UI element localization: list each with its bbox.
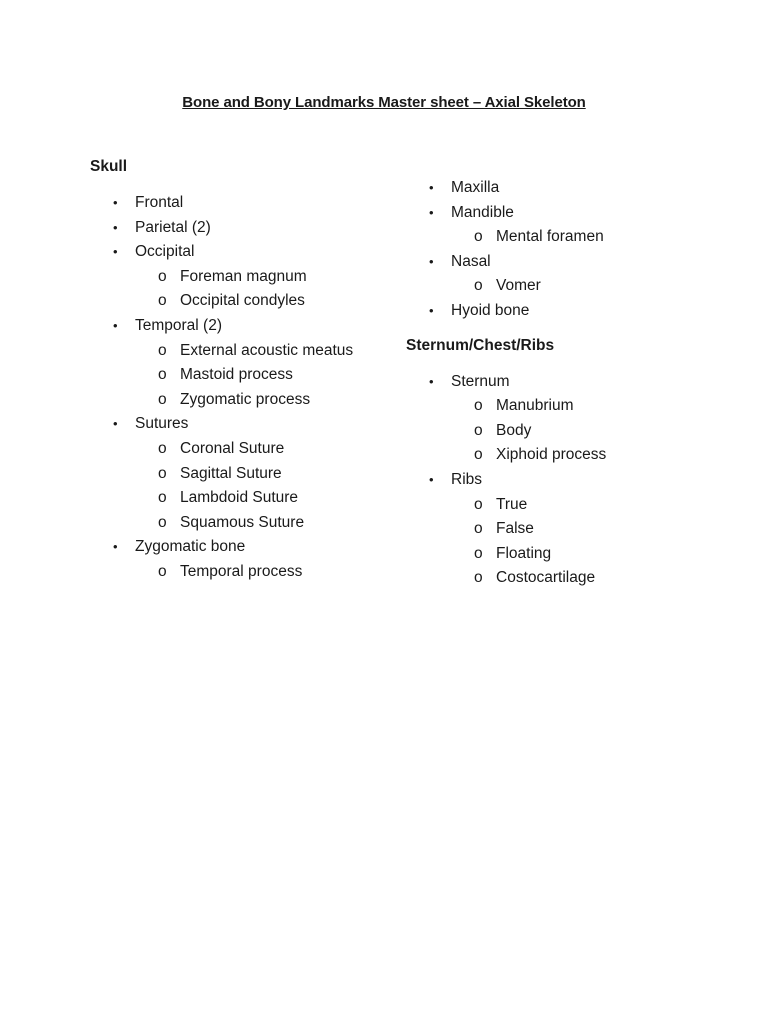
hollow-bullet-icon: o (474, 446, 483, 464)
hollow-bullet-icon: o (158, 562, 167, 580)
sub-list-item-label: Occipital condyles (180, 292, 305, 310)
list-item (406, 299, 736, 324)
sub-list (451, 394, 736, 468)
sub-list-item (135, 560, 390, 585)
sub-list-item-label: Body (496, 421, 532, 439)
bullet-icon: • (113, 195, 118, 210)
sub-list-item (451, 493, 736, 518)
sub-list-item (451, 225, 736, 250)
list-item-label: Sternum (451, 372, 510, 390)
section-heading-sternum-chest-ribs: Sternum/Chest/Ribs (406, 336, 555, 354)
sub-list-item-label: Temporal process (180, 562, 303, 580)
sub-list-item-label: False (496, 520, 534, 538)
bullet-icon: • (429, 302, 434, 318)
bullet-icon: • (429, 204, 434, 220)
bullet-icon: • (429, 253, 434, 269)
sub-list-item-label: External acoustic meatus (180, 341, 354, 359)
sub-list-item (135, 511, 390, 536)
hollow-bullet-icon: o (158, 341, 167, 359)
sub-list (451, 225, 736, 250)
bullet-icon: • (429, 373, 434, 389)
sub-list (135, 339, 390, 413)
hollow-bullet-icon: o (158, 390, 167, 408)
sub-list (451, 493, 736, 591)
list-item (406, 250, 736, 299)
sub-list-item (451, 419, 736, 444)
sub-list-item (451, 443, 736, 468)
sub-list-item-label: Foreman magnum (180, 267, 307, 285)
list-item-label: Occipital (135, 243, 195, 261)
skull-continued-list (406, 176, 736, 324)
hollow-bullet-icon: o (474, 277, 483, 295)
sub-list-item-label: Lambdoid Suture (180, 489, 299, 507)
list-item-label: Nasal (451, 252, 491, 270)
sub-list-item-label: Costocartilage (496, 569, 596, 587)
hollow-bullet-icon: o (474, 421, 483, 439)
sub-list-item-label: Squamous Suture (180, 513, 305, 531)
sub-list-item (135, 363, 390, 388)
sub-list (135, 560, 390, 585)
list-item-label: Zygomatic bone (135, 538, 246, 556)
sub-list-item (451, 274, 736, 299)
bullet-icon: • (429, 180, 434, 195)
sub-list-item-label: Xiphoid process (496, 446, 607, 464)
sub-list-item-label: Sagittal Suture (180, 464, 282, 482)
list-item-label: Frontal (135, 194, 184, 211)
list-item-label: Mandible (451, 203, 514, 221)
hollow-bullet-icon: o (474, 569, 483, 587)
list-item (90, 240, 390, 314)
list-item-label: Sutures (135, 415, 189, 433)
hollow-bullet-icon: o (158, 513, 167, 531)
sub-list (135, 265, 390, 314)
sternum-chest-ribs-list (406, 370, 736, 591)
sub-list (135, 437, 390, 535)
list-item (90, 535, 390, 584)
sub-list-item (451, 394, 736, 419)
section-heading-skull: Skull (90, 158, 128, 175)
hollow-bullet-icon: o (158, 267, 167, 285)
sub-list-item-label: Vomer (496, 277, 541, 295)
list-item (406, 468, 736, 591)
list-item-label: Maxilla (451, 179, 500, 196)
sub-list-item (135, 462, 390, 487)
bullet-icon: • (113, 317, 118, 333)
list-item (406, 176, 736, 201)
sub-list-item (451, 542, 736, 567)
sub-list-item (451, 566, 736, 591)
sub-list-item (135, 388, 390, 413)
sub-list-item-label: True (496, 495, 528, 513)
sub-list-item-label: Manubrium (496, 397, 574, 415)
sub-list-item-label: Floating (496, 544, 552, 562)
list-item (406, 370, 736, 468)
list-item-label: Ribs (451, 470, 483, 488)
hollow-bullet-icon: o (158, 464, 167, 482)
hollow-bullet-icon: o (158, 292, 167, 310)
bullet-icon: • (113, 539, 118, 555)
list-item (90, 412, 390, 535)
hollow-bullet-icon: o (158, 366, 167, 384)
bullet-icon: • (113, 416, 118, 432)
bullet-icon: • (429, 471, 434, 487)
sub-list-item (135, 486, 390, 511)
bullet-icon: • (113, 219, 118, 235)
hollow-bullet-icon: o (158, 489, 167, 507)
left-column (90, 157, 390, 585)
hollow-bullet-icon: o (474, 228, 483, 246)
sub-list (451, 274, 736, 299)
sub-list-item-label: Mastoid process (180, 366, 293, 384)
list-item (90, 216, 390, 241)
sub-list-item (135, 339, 390, 364)
sub-list-item (135, 265, 390, 290)
list-item-label: Temporal (2) (135, 316, 222, 334)
list-item (90, 191, 390, 216)
list-item (406, 201, 736, 250)
right-column (406, 176, 736, 591)
sub-list-item (135, 437, 390, 462)
hollow-bullet-icon: o (474, 495, 483, 513)
sub-list-item-label: Coronal Suture (180, 439, 285, 457)
sub-list-item (451, 517, 736, 542)
hollow-bullet-icon: o (474, 397, 483, 415)
document-title: Bone and Bony Landmarks Master sheet – Axial Skeleton (182, 94, 586, 111)
hollow-bullet-icon: o (474, 544, 483, 562)
hollow-bullet-icon: o (158, 439, 167, 457)
list-item (90, 314, 390, 412)
sub-list-item-label: Mental foramen (496, 228, 604, 246)
bullet-icon: • (113, 244, 118, 260)
skull-list (90, 191, 390, 585)
list-item-label: Parietal (2) (135, 218, 211, 236)
hollow-bullet-icon: o (474, 520, 483, 538)
list-item-label: Hyoid bone (451, 301, 530, 319)
sub-list-item-label: Zygomatic process (180, 390, 311, 408)
sub-list-item (135, 289, 390, 314)
